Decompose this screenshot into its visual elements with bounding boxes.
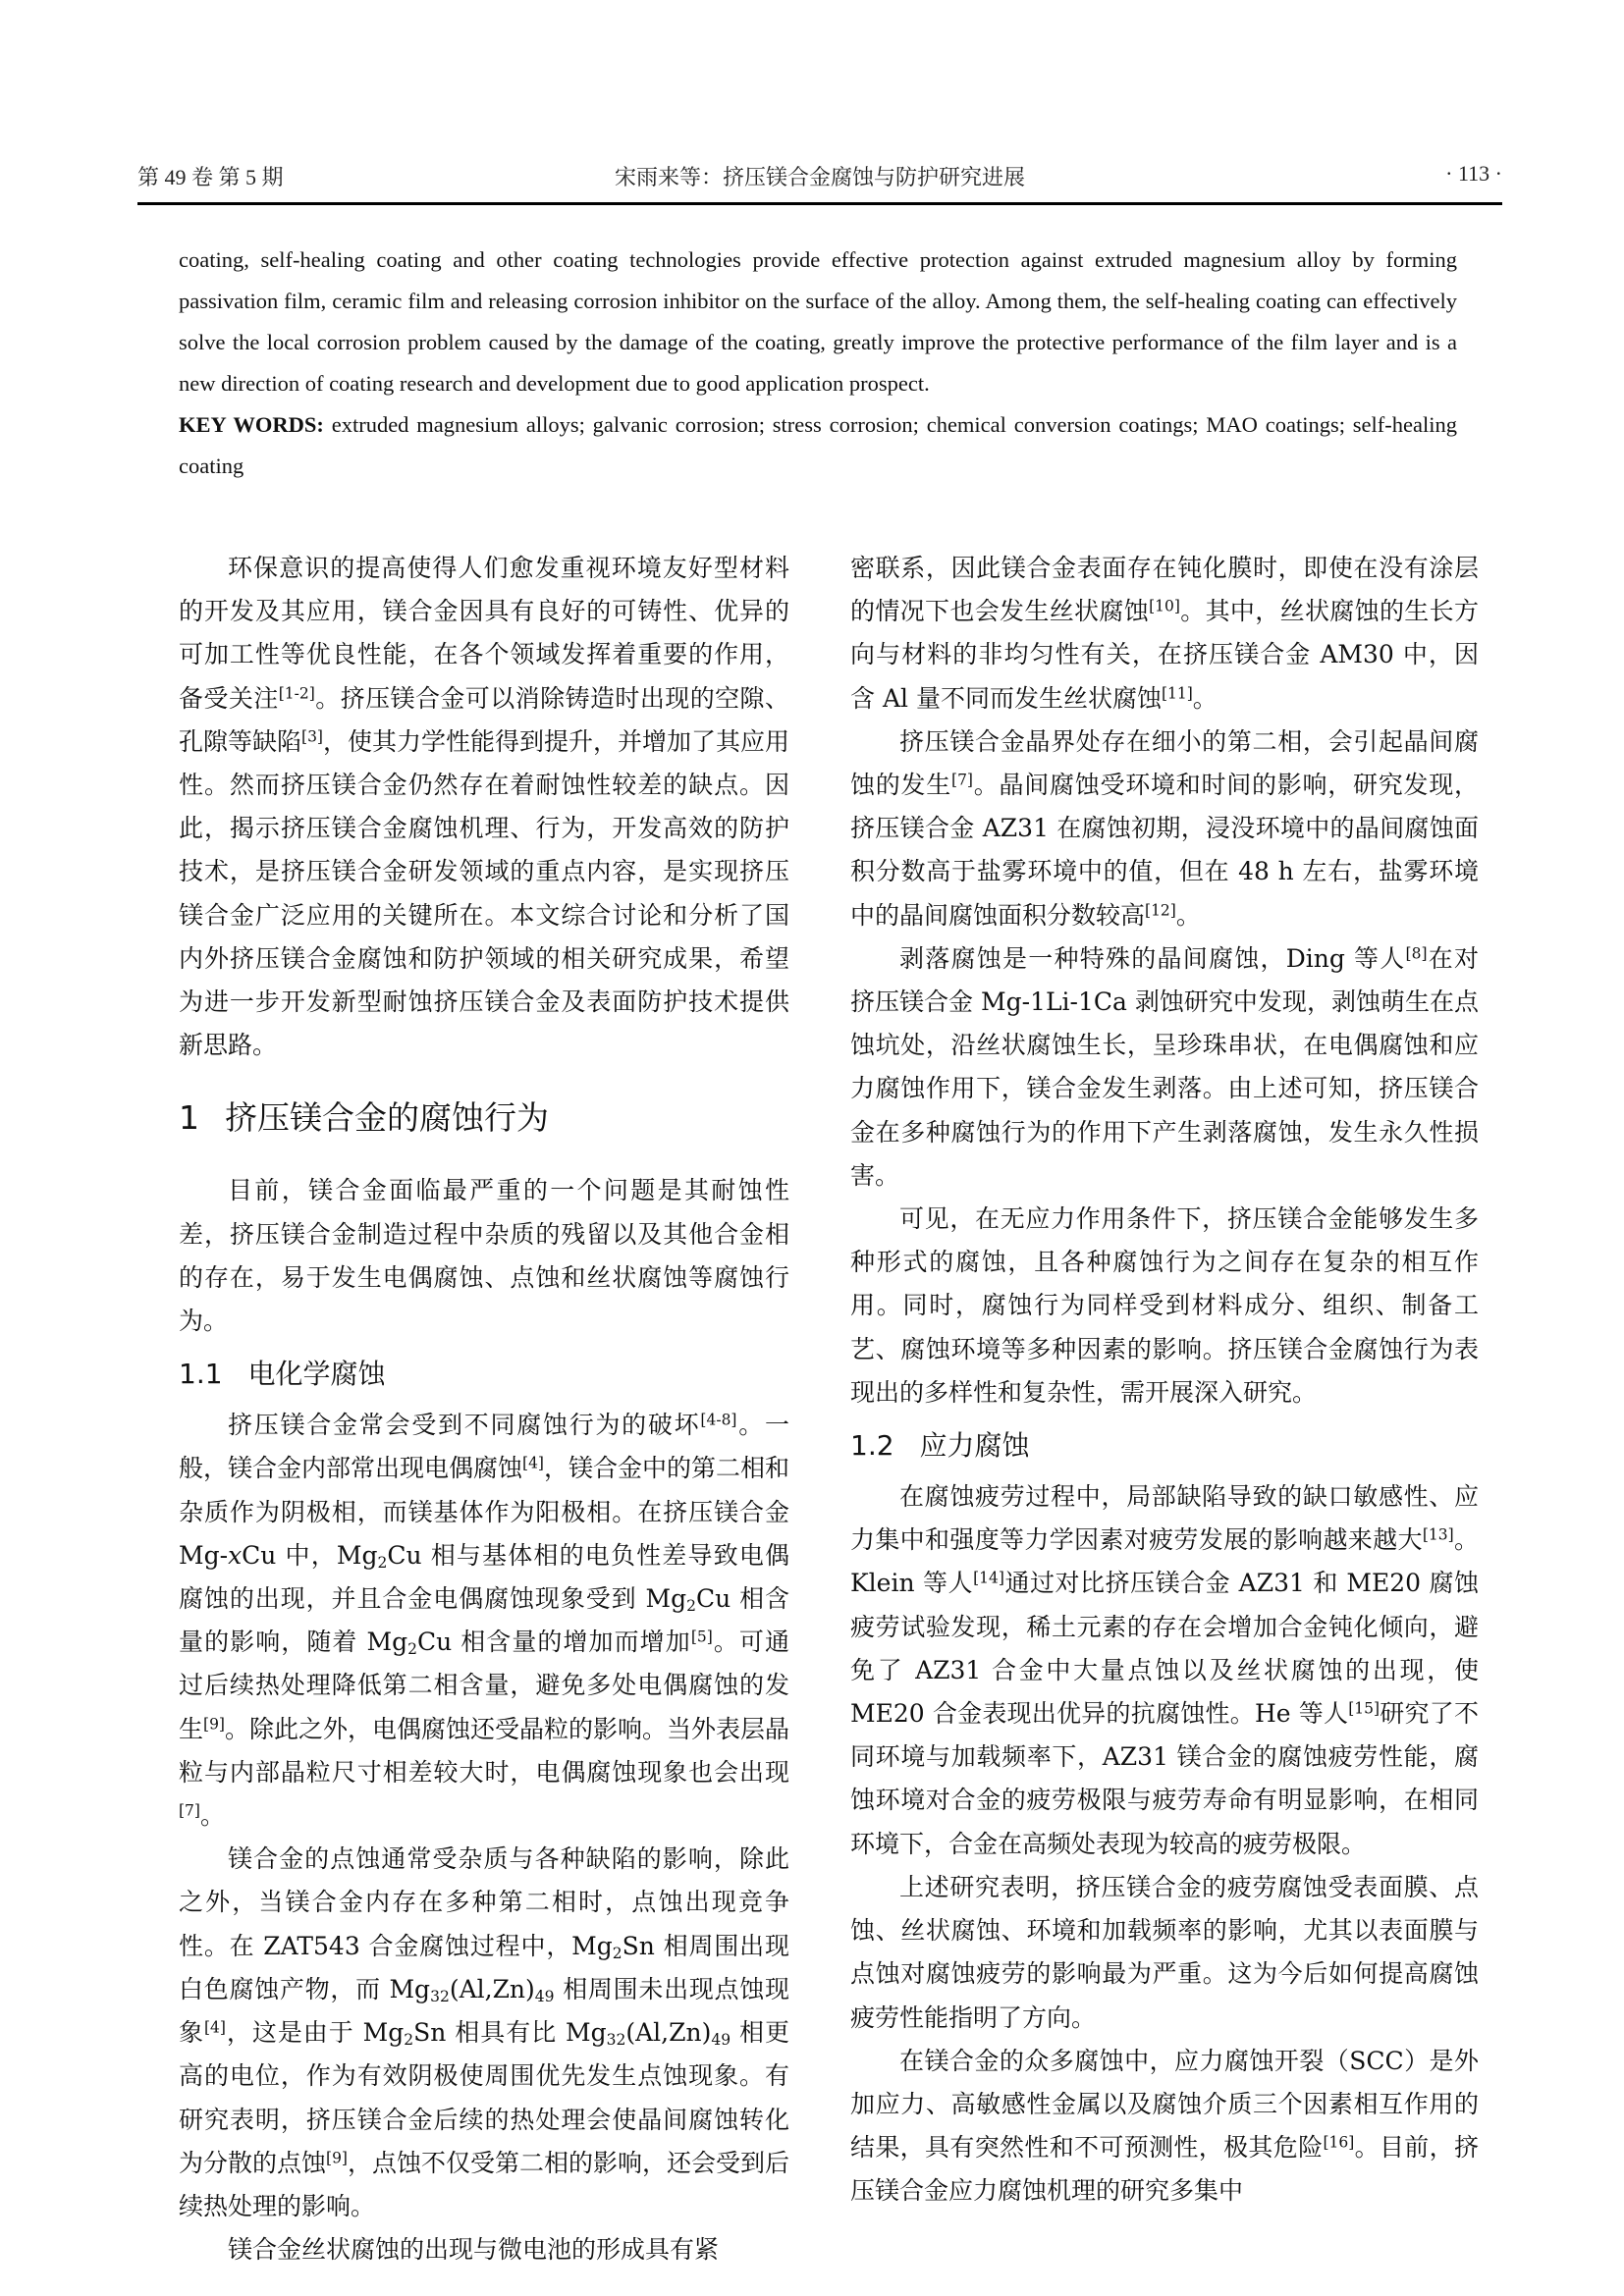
citation-reference[interactable]: [8]	[1405, 944, 1428, 963]
text-run: 环保意识的提高使得人们愈发重视环境友好型材料的开发及其应用，镁合金因具有良好的可铸性、优异的可加工性等优良性能，在各个领域发挥着重要的作用，备受关注	[179, 554, 789, 713]
text-run: 密联系，因此镁合金表面存在钝化膜时，即使在没有涂层的情况下也会发生丝状腐蚀	[850, 554, 1479, 626]
text-run: 相周围未出现点蚀现象	[179, 1974, 789, 2048]
text-run: 。晶间腐蚀受环境和时间的影响，研究发现，挤压镁合金 AZ31 在腐蚀初期，浸没环境中的晶间腐蚀面积分数高于盐雾环境中的值，但在 48 h 左右，盐雾环境中的晶间腐蚀面积分数较高	[850, 771, 1479, 930]
subscript: 2	[612, 1944, 623, 1962]
section-heading	[179, 1096, 789, 1140]
text-run: 在对挤压镁合金 Mg-1Li-1Ca 剥蚀研究中发现，剥蚀萌生在点蚀坑处，沿丝状腐蚀生长，呈珍珠串状，在电偶腐蚀和应力腐蚀作用下，镁合金发生剥落。由上述可知，挤压镁合金在多种腐蚀行为的作用下产生剥落腐蚀，发生永久性损害。	[850, 943, 1479, 1190]
text-run: ，点蚀不仅受第二相的影响，还会受到后续热处理的影响。	[179, 2148, 789, 2220]
text-run: ，这是由于 Mg	[225, 2018, 405, 2048]
body-paragraph	[179, 2228, 789, 2271]
english-abstract	[179, 240, 1457, 487]
text-run: 。一般，镁合金内部常出现电偶腐蚀	[179, 1411, 789, 1483]
heading-number: 1.1	[179, 1358, 223, 1391]
citation-reference[interactable]: [4]	[203, 2018, 226, 2037]
body-paragraph	[850, 1475, 1479, 1866]
running-header	[137, 157, 1502, 200]
subscript: 2	[686, 1596, 696, 1615]
citation-reference[interactable]: [3]	[301, 727, 323, 746]
citation-reference[interactable]: [7]	[951, 771, 973, 789]
text-run: 研究了不同环境与加载频率下，AZ31 镁合金的腐蚀疲劳性能，腐蚀环境对合金的疲劳极限与疲劳寿命有明显影响，在相同环境下，合金在高频处表现为较高的疲劳极限。	[850, 1699, 1479, 1858]
citation-reference[interactable]: [9]	[203, 1715, 225, 1734]
text-run: 在腐蚀疲劳过程中，局部缺陷导致的缺口敏感性、应力集中和强度等力学因素对疲劳发展的影响越来越大	[850, 1482, 1479, 1555]
heading-number: 1	[179, 1098, 199, 1138]
heading-title: 电化学腐蚀	[247, 1358, 386, 1391]
citation-reference[interactable]: [16]	[1323, 2133, 1355, 2152]
text-run: Sn 相具有比 Mg	[413, 2018, 607, 2048]
text-run: Sn 相周围出现白色腐蚀产物，而 Mg	[179, 1931, 789, 2003]
text-run: Cu 相含量的影响，随着 Mg	[179, 1584, 789, 1657]
citation-reference[interactable]: [4]	[522, 1454, 544, 1472]
text-run: ，镁合金中的第二相和杂质作为阴极相，而镁基体作为阳极相。在挤压镁合金 Mg-	[179, 1454, 789, 1570]
body-paragraph	[179, 547, 789, 1067]
citation-reference[interactable]: [5]	[690, 1628, 713, 1646]
citation-reference[interactable]: [4-8]	[700, 1411, 737, 1429]
body-paragraph	[850, 1198, 1479, 1415]
citation-reference[interactable]: [14]	[973, 1569, 1004, 1587]
right-column	[850, 547, 1479, 2214]
subscript: 32	[606, 2030, 626, 2049]
running-title: 宋雨来等：挤压镁合金腐蚀与防护研究进展	[614, 165, 1025, 189]
text-run: Cu 相与基体相的电负性差导致电偶腐蚀的出现，并且合金电偶腐蚀现象受到 Mg	[179, 1540, 789, 1614]
citation-reference[interactable]: [13]	[1422, 1525, 1454, 1544]
text-run: 可见，在无应力作用条件下，挤压镁合金能够发生多种形式的腐蚀，且各种腐蚀行为之间存在复杂的相互作用。同时，腐蚀行为同样受到材料成分、组织、制备工艺、腐蚀环境等多种因素的影响。挤压镁合金腐蚀行为表现出的多样性和复杂性，需开展深入研究。	[850, 1204, 1479, 1407]
body-paragraph	[179, 1838, 789, 2228]
text-run: (Al,Zn)	[625, 2018, 712, 2048]
keywords-label: KEY WORDS:	[179, 412, 324, 437]
text-run: 。可通过后续热处理降低第二相含量，避免多处电偶腐蚀的发生	[179, 1628, 789, 1743]
text-run: 通过对比挤压镁合金 AZ31 和 ME20 腐蚀疲劳试验发现，稀土元素的存在会增加合金钝化倾向，避免了 AZ31 合金中大量点蚀以及丝状腐蚀的出现，使 ME20 合金表现出优异的抗腐蚀性。He 等人	[850, 1569, 1480, 1729]
page-number: · 113 ·	[1445, 161, 1502, 186]
text-run: (Al,Zn)	[449, 1974, 535, 2003]
left-column	[179, 547, 789, 2271]
text-run: 。目前，挤压镁合金应力腐蚀机理的研究多集中	[850, 2133, 1479, 2206]
subscript: 2	[377, 1553, 388, 1572]
text-run: 。除此之外，电偶腐蚀还受晶粒的影响。当外表层晶粒与内部晶粒尺寸相差较大时，电偶腐蚀现象也会出现	[179, 1714, 789, 1787]
text-run: Cu 中，Mg	[242, 1540, 378, 1570]
text-run: 镁合金的点蚀通常受杂质与各种缺陷的影响，除此之外，当镁合金内存在多种第二相时，点蚀出现竞争性。在 ZAT543 合金腐蚀过程中，Mg	[179, 1844, 789, 1960]
heading-title: 应力腐蚀	[919, 1429, 1030, 1463]
subsection-heading	[179, 1353, 789, 1396]
text-run: 。挤压镁合金可以消除铸造时出现的空隙、孔隙等缺陷	[179, 683, 789, 756]
text-run: 上述研究表明，挤压镁合金的疲劳腐蚀受表面膜、点蚀、丝状腐蚀、环境和加载频率的影响，尤其以表面膜与点蚀对腐蚀疲劳的影响最为严重。这为今后如何提高腐蚀疲劳性能指明了方向。	[850, 1872, 1479, 2032]
text-run: 目前，镁合金面临最严重的一个问题是其耐蚀性差，挤压镁合金制造过程中杂质的残留以及其他合金相的存在，易于发生电偶腐蚀、点蚀和丝状腐蚀等腐蚀行为。	[179, 1176, 789, 1336]
italic-variable: x	[228, 1540, 243, 1570]
body-paragraph	[850, 547, 1479, 721]
text-run: Cu 相含量的增加而增加	[416, 1628, 691, 1657]
subscript: 49	[711, 2030, 731, 2049]
citation-reference[interactable]: [11]	[1161, 684, 1193, 703]
subscript: 2	[404, 2030, 414, 2049]
keywords-line	[179, 404, 1457, 487]
text-run: 。	[1175, 900, 1201, 930]
citation-reference[interactable]: [7]	[179, 1801, 200, 1820]
citation-reference[interactable]: [10]	[1149, 597, 1180, 615]
subsection-heading	[850, 1424, 1479, 1468]
text-run: 。	[1192, 683, 1218, 713]
text-run: 挤压镁合金晶界处存在细小的第二相，会引起晶间腐蚀的发生	[850, 726, 1479, 800]
citation-reference[interactable]: [12]	[1145, 901, 1176, 920]
subscript: 32	[430, 1987, 450, 2005]
text-run: 。Klein 等人	[850, 1525, 1479, 1598]
text-run: 。其中，丝状腐蚀的生长方向与材料的非均匀性有关，在挤压镁合金 AM30 中，因含 Al 量不同而发生丝状腐蚀	[850, 597, 1479, 713]
body-paragraph	[850, 2040, 1479, 2214]
header-rule	[137, 202, 1502, 205]
keywords-text: extruded magnesium alloys; galvanic corrosion; stress corrosion; chemical conversion coatings; MAO coatings; self-healing coating	[179, 412, 1458, 478]
body-paragraph	[179, 1404, 789, 1838]
body-paragraph	[850, 1866, 1479, 2040]
citation-reference[interactable]: [9]	[326, 2149, 348, 2167]
heading-number: 1.2	[850, 1429, 894, 1463]
text-run: 剥落腐蚀是一种特殊的晶间腐蚀，Ding 等人	[899, 943, 1406, 973]
text-run: ，使其力学性能得到提升，并增加了其应用性。然而挤压镁合金仍然存在着耐蚀性较差的缺点。因此，揭示挤压镁合金腐蚀机理、行为，开发高效的防护技术，是挤压镁合金研发领域的重点内容，是实现挤压镁合金广泛应用的关键所在。本文综合讨论和分析了国内外挤压镁合金腐蚀和防护领域的相关研究成果，希望为进一步开发新型耐蚀挤压镁合金及表面防护技术提供新思路。	[179, 726, 789, 1060]
volume-issue: 第 49 卷 第 5 期	[137, 165, 284, 189]
citation-reference[interactable]: [15]	[1348, 1699, 1380, 1718]
body-paragraph	[179, 1169, 789, 1343]
text-run: 镁合金丝状腐蚀的出现与微电池的形成具有紧	[228, 2235, 720, 2265]
text-run: 。	[199, 1801, 225, 1831]
text-run: 挤压镁合金常会受到不同腐蚀行为的破坏	[228, 1411, 701, 1440]
text-run: 相更高的电位，作为有效阴极使周围优先发生点蚀现象。有研究表明，挤压镁合金后续的热处理会使晶间腐蚀转化为分散的点蚀	[179, 2018, 789, 2177]
text-run: 在镁合金的众多腐蚀中，应力腐蚀开裂（SCC）是外加应力、高敏感性金属以及腐蚀介质三个因素相互作用的结果，具有突然性和不可预测性，极其危险	[850, 2046, 1479, 2163]
body-paragraph	[850, 937, 1479, 1198]
citation-reference[interactable]: [1-2]	[278, 684, 315, 703]
body-paragraph	[850, 721, 1479, 937]
abstract-text: coating, self-healing coating and other coating technologies provide effective protection against extruded magnesium alloy by forming passivation film, ceramic film and releasing corrosion inhibitor on the surface of the alloy. Among them, the self-healing coating can effectively solve the local corrosion problem caused by the damage of the coating, greatly improve the protective performance of the film layer and is a new direction of coating research and development due to good application prospect.	[179, 247, 1457, 396]
subscript: 49	[534, 1987, 555, 2005]
subscript: 2	[407, 1640, 417, 1659]
heading-title: 挤压镁合金的腐蚀行为	[225, 1098, 549, 1138]
